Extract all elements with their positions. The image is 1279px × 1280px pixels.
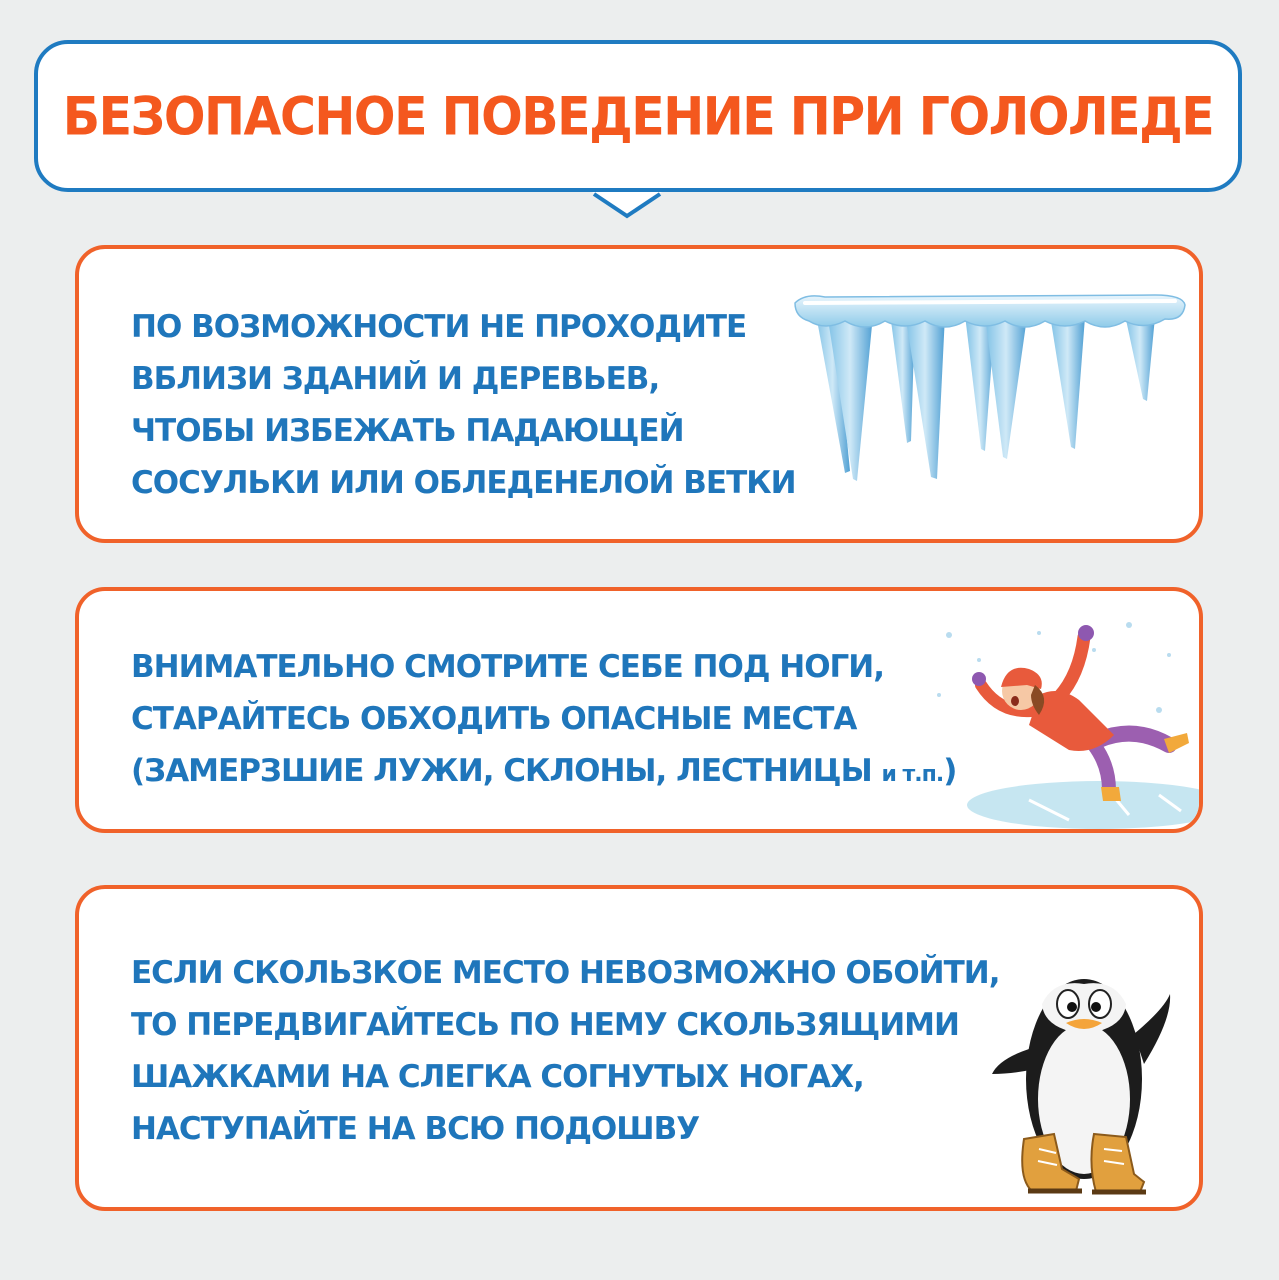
- tip-text-slippery: [131, 947, 1000, 1155]
- tip-card-icicles: [75, 245, 1203, 543]
- tip-line: ВНИМАТЕЛЬНО СМОТРИТЕ СЕБЕ ПОД НОГИ,: [131, 649, 885, 685]
- tip-line-small: и т.п.: [881, 762, 944, 787]
- penguin-icon: [984, 939, 1189, 1204]
- tip-line: ВБЛИЗИ ЗДАНИЙ И ДЕРЕВЬЕВ,: [131, 361, 660, 397]
- tip-line: [131, 745, 956, 801]
- tip-line-main: (ЗАМЕРЗШИЕ ЛУЖИ, СКЛОНЫ, ЛЕСТНИЦЫ: [131, 753, 872, 789]
- tip-card-watch-step: [75, 587, 1203, 833]
- tip-line: ЕСЛИ СКОЛЬЗКОЕ МЕСТО НЕВОЗМОЖНО ОБОЙТИ,: [131, 955, 1000, 991]
- tip-text-icicles: [131, 301, 796, 509]
- tip-card-slippery: [75, 885, 1203, 1211]
- slipping-woman-icon: [919, 615, 1199, 830]
- title-bubble-tail: [592, 180, 662, 220]
- tip-line-close: ): [943, 753, 957, 789]
- title-bubble: [34, 40, 1242, 192]
- tip-line: ТО ПЕРЕДВИГАЙТЕСЬ ПО НЕМУ СКОЛЬЗЯЩИМИ: [131, 1007, 959, 1043]
- tip-line: СТАРАЙТЕСЬ ОБХОДИТЬ ОПАСНЫЕ МЕСТА: [131, 701, 857, 737]
- icicles-icon: [795, 291, 1187, 491]
- page-title: БЕЗОПАСНОЕ ПОВЕДЕНИЕ ПРИ ГОЛОЛЕДЕ: [62, 85, 1214, 147]
- tip-line: ШАЖКАМИ НА СЛЕГКА СОГНУТЫХ НОГАХ,: [131, 1059, 864, 1095]
- tip-line: НАСТУПАЙТЕ НА ВСЮ ПОДОШВУ: [131, 1111, 700, 1147]
- tip-text-watch-step: [131, 641, 956, 801]
- tip-line: ЧТОБЫ ИЗБЕЖАТЬ ПАДАЮЩЕЙ: [131, 413, 684, 449]
- tip-line: СОСУЛЬКИ ИЛИ ОБЛЕДЕНЕЛОЙ ВЕТКИ: [131, 465, 796, 501]
- tip-line: ПО ВОЗМОЖНОСТИ НЕ ПРОХОДИТЕ: [131, 309, 747, 345]
